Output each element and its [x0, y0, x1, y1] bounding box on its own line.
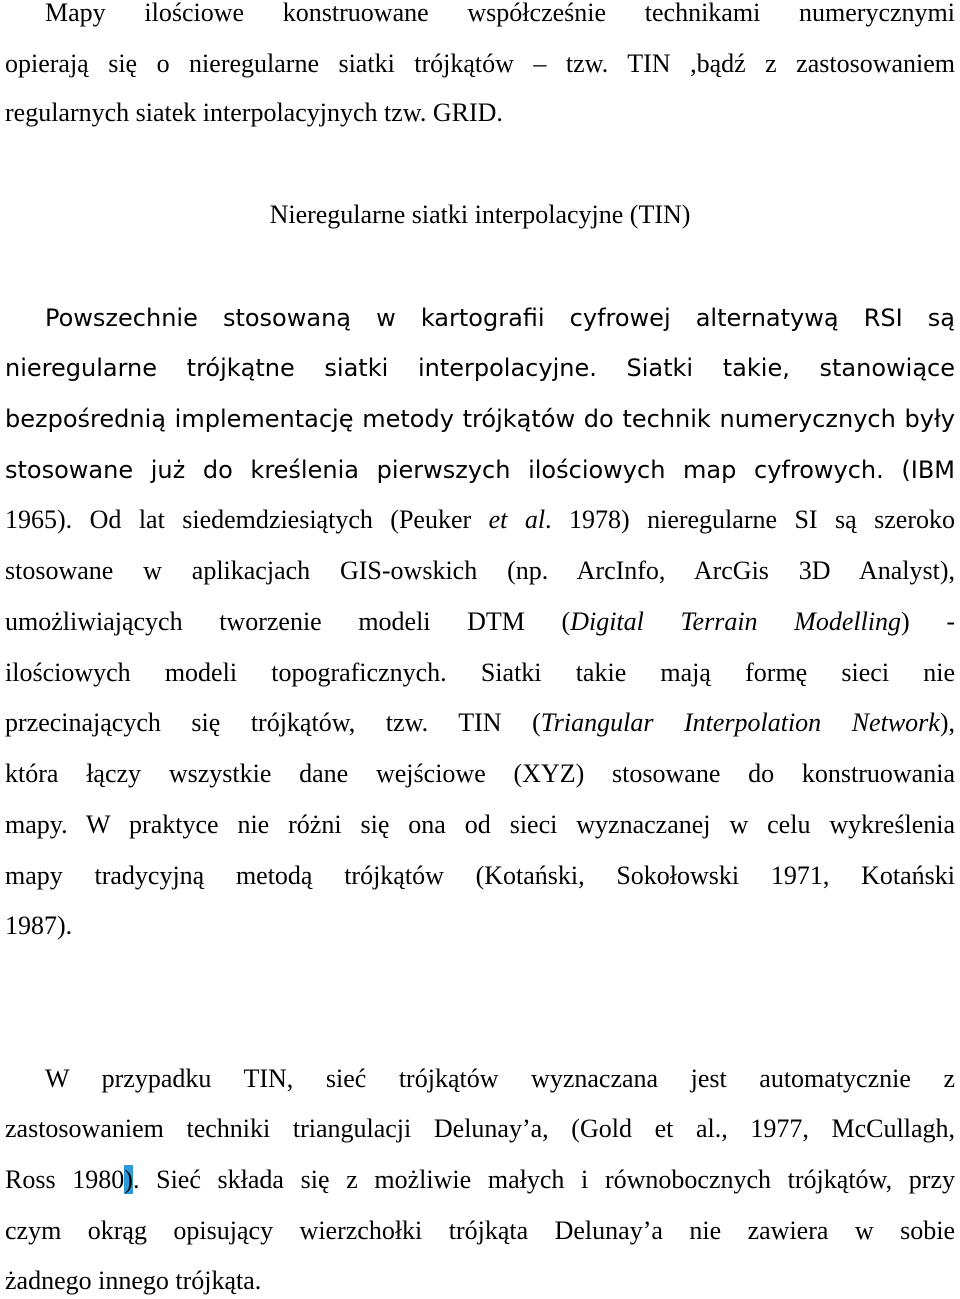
p2-line-3-c: . Sieć składa się z możliwie małych i równobocznych trójkątów, przy — [132, 1165, 956, 1194]
intro-line-2: opierają się o nieregularne siatki trójkątów – tzw. TIN ,bądź z zastosowaniem — [5, 49, 955, 78]
p2-line-3-a: Ross 1980 — [5, 1165, 125, 1194]
p1-line-7-italic: Digital Terrain Modelling — [570, 607, 902, 636]
p1-line-11: mapy. W praktyce nie różni się ona od sieci wyznaczanej w celu wykreślenia — [5, 810, 955, 839]
p1-line-7 — [5, 606, 955, 638]
p1-line-5-italic: et al — [488, 505, 546, 534]
p1-line-7-b: ) - — [901, 607, 955, 636]
p1-line-1: Powszechnie stosowaną w kartografii cyfrowej alternatywą RSI są — [45, 304, 955, 332]
p1-line-5 — [5, 504, 955, 536]
p1-line-6-b: (np. ArcInfo, ArcGis 3D Analyst), — [507, 556, 955, 585]
p1-line-5-a: 1965). Od lat siedemdziesiątych (Peuker — [5, 505, 489, 534]
p1-line-6 — [5, 555, 955, 587]
p1-line-2-b: Siatki takie, stanowiące — [596, 354, 956, 382]
p2-line-5: żadnego innego trójkąta. — [5, 1266, 262, 1295]
p1-line-2-a: nieregularne trójkątne siatki interpolacyjne. — [5, 354, 597, 382]
p1-line-8 — [5, 657, 955, 689]
intro-line-3: regularnych siatek interpolacyjnych tzw. GRID. — [5, 98, 503, 127]
p1-line-3: bezpośrednią implementację metody trójkątów do technik numerycznych były — [5, 405, 955, 433]
p1-line-9 — [5, 707, 955, 739]
p1-line-12: mapy tradycyjną metodą trójkątów (Kotański, Sokołowski 1971, Kotański — [5, 861, 955, 890]
p1-line-10: która łączy wszystkie dane wejściowe (XYZ) stosowane do konstruowania — [5, 759, 955, 788]
p2-line-3 — [5, 1164, 955, 1196]
p1-line-8-b: Siatki takie mają formę sieci nie — [446, 658, 955, 687]
p1-line-2 — [5, 352, 955, 384]
intro-line-1: Mapy ilościowe konstruowane współcześnie technikami numerycznymi — [45, 0, 955, 27]
p1-line-9-a: przecinających się trójkątów, tzw. TIN ( — [5, 708, 541, 737]
p2-line-2: zastosowaniem techniki triangulacji Delunay’a, (Gold et al., 1977, McCullagh, — [5, 1114, 955, 1143]
p1-line-13: 1987). — [5, 911, 73, 940]
p1-line-8-a: ilościowych modeli topograficznych. — [5, 658, 447, 687]
p1-line-6-a: stosowane w aplikacjach GIS-owskich — [5, 556, 508, 585]
p2-line-4: czym okrąg opisujący wierzchołki trójkąta Delunay’a nie zawiera w sobie — [5, 1216, 955, 1245]
p1-line-5-b: . 1978) nieregularne SI są szeroko — [545, 505, 955, 534]
p1-line-4: stosowane już do kreślenia pierwszych ilościowych map cyfrowych. (IBM — [5, 456, 955, 484]
selection-highlight: ) — [124, 1165, 133, 1194]
p1-line-9-italic: Triangular Interpolation Network — [540, 708, 940, 737]
p2-line-1: W przypadku TIN, sieć trójkątów wyznaczana jest automatycznie z — [45, 1064, 955, 1093]
section-heading: Nieregularne siatki interpolacyjne (TIN) — [269, 200, 691, 229]
p1-line-7-a: umożliwiających tworzenie modeli DTM ( — [5, 607, 571, 636]
p1-line-9-b: ), — [939, 708, 955, 737]
